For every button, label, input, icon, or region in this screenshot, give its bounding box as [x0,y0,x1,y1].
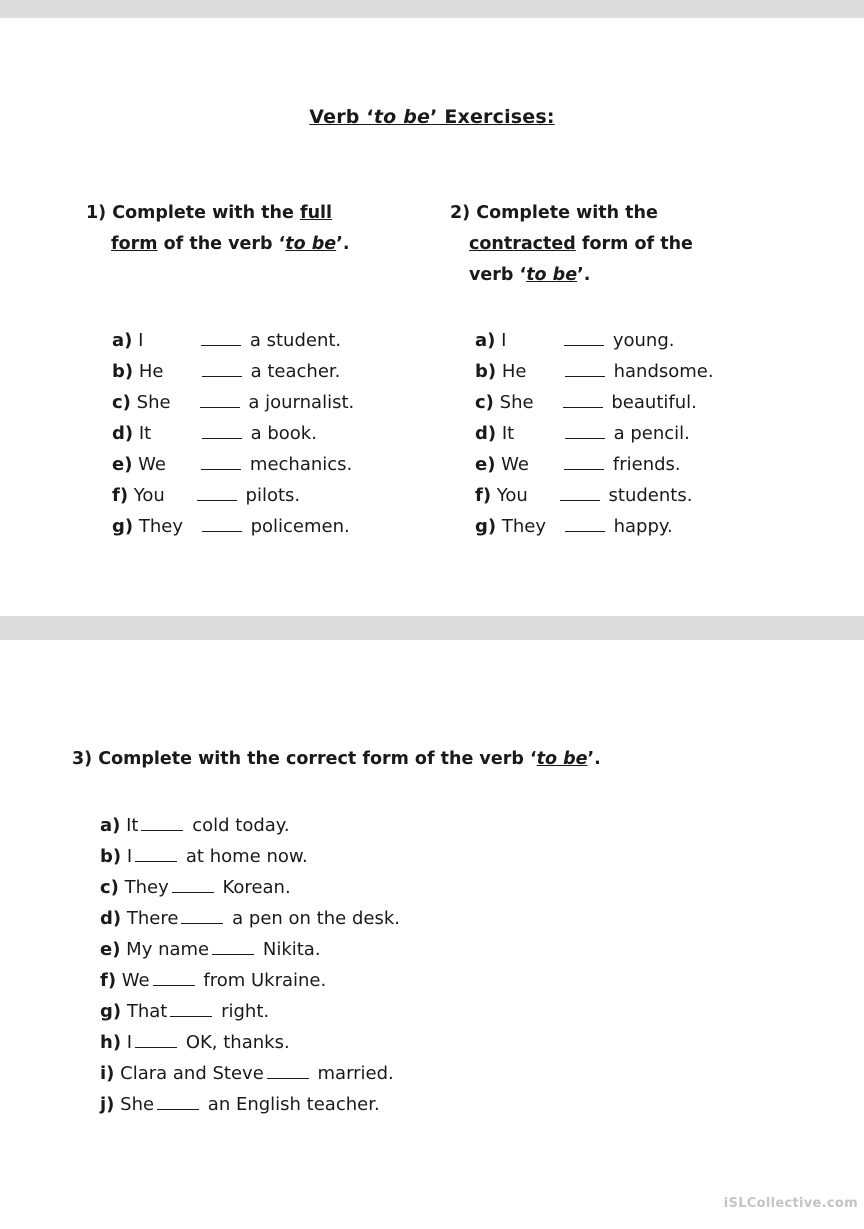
item-subject: I [138,330,144,351]
item-letter: b) [112,361,134,382]
exercise-item [475,356,714,387]
item-subject: It [138,423,152,444]
exercise-item [100,841,400,872]
item-subject: They [124,877,169,898]
item-subject: They [501,516,546,537]
answer-blank[interactable] [135,843,177,862]
item-completion: at home now. [185,846,308,867]
exercise-3-instructions: 3) Complete with the correct form of the verb ‘to be’. [72,749,601,769]
exercise-1-number: 1) [86,203,107,223]
item-letter: a) [475,330,496,351]
item-subject: I [126,846,133,867]
exercise-item [112,418,354,449]
item-completion: a student. [249,330,342,351]
item-letter: b) [475,361,497,382]
answer-blank[interactable] [212,936,254,955]
answer-blank[interactable] [564,451,604,470]
item-subject: She [499,392,534,413]
item-subject: We [501,454,529,475]
item-letter: g) [475,516,497,537]
item-letter: g) [112,516,134,537]
item-letter: d) [100,908,122,929]
exercise-item [475,480,714,511]
worksheet-title: Verb ‘to be’ Exercises: [309,106,555,128]
item-completion: friends. [612,454,681,475]
item-subject: That [126,1001,168,1022]
item-letter: f) [475,485,492,506]
item-subject: It [126,815,139,836]
item-subject: I [501,330,507,351]
exercise-2-instructions: 2) Complete with the contracted form of the verb ‘to be’. [450,203,693,285]
item-completion: a teacher. [250,361,341,382]
exercise-item [100,810,400,841]
item-letter: d) [112,423,134,444]
answer-blank[interactable] [172,874,214,893]
item-letter: e) [100,939,121,960]
answer-blank[interactable] [563,389,603,408]
exercise-item [475,387,714,418]
item-completion: handsome. [613,361,714,382]
exercise-1-instructions: 1) Complete with the full form of the verb ‘to be’. [86,203,350,254]
item-subject: They [138,516,183,537]
item-letter: a) [100,815,121,836]
answer-blank[interactable] [197,482,237,501]
item-completion: a book. [250,423,317,444]
item-subject: He [138,361,164,382]
answer-blank[interactable] [153,967,195,986]
item-letter: c) [112,392,131,413]
item-letter: f) [112,485,129,506]
page-gap [0,616,864,640]
item-completion: mechanics. [249,454,353,475]
item-completion: married. [317,1063,394,1084]
exercise-item [100,996,400,1027]
item-completion: right. [221,1001,270,1022]
exercise-item [112,480,354,511]
item-subject: Clara and Steve [120,1063,264,1084]
item-letter: a) [112,330,133,351]
item-completion: a journalist. [248,392,355,413]
exercise-item [475,511,714,542]
answer-blank[interactable] [565,513,605,532]
item-letter: d) [475,423,497,444]
item-subject: My name [126,939,210,960]
exercise-item [475,325,714,356]
item-letter: f) [100,970,117,991]
exercise-item [100,1027,400,1058]
exercise-item [100,934,400,965]
item-subject: We [138,454,166,475]
top-page-gap [0,0,864,18]
answer-blank[interactable] [157,1091,199,1110]
item-subject: We [121,970,150,991]
answer-blank[interactable] [170,998,212,1017]
exercise-2-number: 2) [450,203,471,223]
exercise-3-number: 3) [72,749,93,769]
answer-blank[interactable] [565,420,605,439]
answer-blank[interactable] [201,327,241,346]
answer-blank[interactable] [141,812,183,831]
item-letter: b) [100,846,122,867]
item-subject: I [126,1032,133,1053]
worksheet-page-2 [0,640,864,1229]
item-completion: a pencil. [613,423,690,444]
answer-blank[interactable] [560,482,600,501]
item-letter: i) [100,1063,115,1084]
answer-blank[interactable] [181,905,223,924]
exercise-item [100,872,400,903]
worksheet-page-1 [0,18,864,616]
item-letter: c) [475,392,494,413]
item-subject: You [496,485,528,506]
item-completion: students. [608,485,693,506]
exercise-item [475,418,714,449]
item-completion: happy. [613,516,673,537]
answer-blank[interactable] [202,513,242,532]
item-subject: She [120,1094,155,1115]
exercise-1-list [112,325,354,542]
item-letter: c) [100,877,119,898]
exercise-item [112,511,354,542]
item-letter: e) [475,454,496,475]
exercise-item [112,387,354,418]
item-subject: She [136,392,171,413]
answer-blank[interactable] [564,327,604,346]
item-subject: You [133,485,165,506]
exercise-item [112,356,354,387]
answer-blank[interactable] [565,358,605,377]
answer-blank[interactable] [202,420,242,439]
item-completion: young. [612,330,675,351]
item-completion: cold today. [192,815,290,836]
item-letter: h) [100,1032,122,1053]
exercise-2-list [475,325,714,542]
exercise-item [112,325,354,356]
item-completion: Korean. [222,877,291,898]
exercise-item [100,1089,400,1120]
exercise-item [100,965,400,996]
answer-blank[interactable] [200,389,240,408]
answer-blank[interactable] [267,1060,309,1079]
item-completion: a pen on the desk. [232,908,400,929]
item-completion: Nikita. [262,939,321,960]
item-subject: He [501,361,527,382]
item-completion: beautiful. [611,392,697,413]
item-completion: OK, thanks. [185,1032,290,1053]
exercise-3-list [100,810,400,1120]
item-subject: It [501,423,515,444]
answer-blank[interactable] [201,451,241,470]
item-completion: an English teacher. [207,1094,380,1115]
answer-blank[interactable] [135,1029,177,1048]
item-letter: e) [112,454,133,475]
answer-blank[interactable] [202,358,242,377]
item-letter: g) [100,1001,122,1022]
item-letter: j) [100,1094,115,1115]
watermark-logo: iSLCollective.com [723,1196,858,1211]
item-completion: policemen. [250,516,350,537]
exercise-item [475,449,714,480]
exercise-item [100,903,400,934]
exercise-item [100,1058,400,1089]
item-completion: pilots. [245,485,301,506]
exercise-item [112,449,354,480]
item-completion: from Ukraine. [203,970,327,991]
item-subject: There [126,908,179,929]
